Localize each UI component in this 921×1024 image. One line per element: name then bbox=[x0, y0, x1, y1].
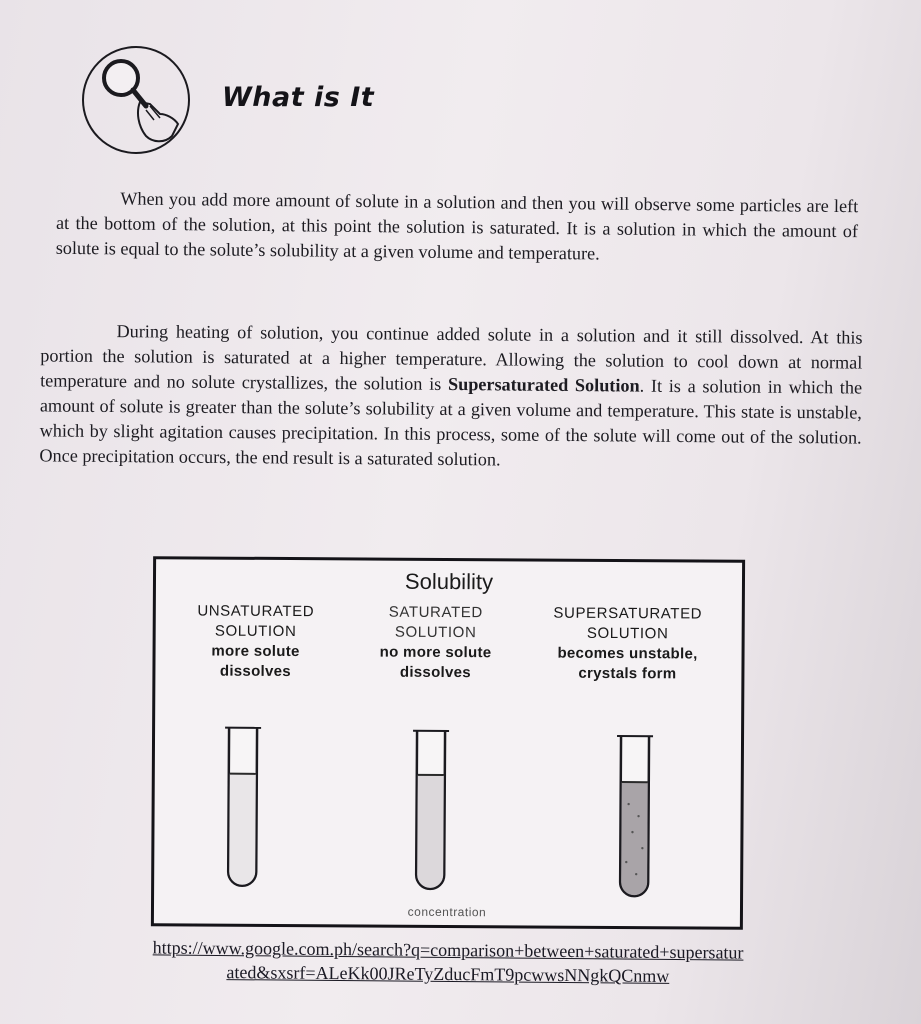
column-name-line2: SOLUTION bbox=[394, 623, 477, 642]
paragraph-supersaturated bbox=[39, 318, 862, 475]
column-name-line2: SOLUTION bbox=[586, 624, 669, 643]
column-name-line1: UNSATURATED bbox=[197, 602, 315, 621]
paragraph-supersaturated-text-1: During heating of solution, you continue added solute in a solution and it still dissolved. At this portion the solution is saturated at a higher temperature. Allowing the solution to cool down at normal temperature and no solute crystallizes, the solution is bbox=[40, 321, 863, 394]
unsaturated-tube bbox=[224, 728, 261, 886]
column-desc-line2: dissolves bbox=[399, 663, 472, 682]
column-desc-line1: becomes unstable, bbox=[557, 644, 698, 663]
source-link[interactable] bbox=[18, 934, 878, 990]
paragraph-saturated-text: When you add more amount of solute in a solution and then you will observe some particles are left at the bottom of the solution, at this point the solution is saturated. It is a solution in which the amount of solute is equal to the solute’s solubility at a given volume and temperature. bbox=[55, 188, 859, 264]
supersaturated-term: Supersaturated Solution bbox=[447, 373, 640, 396]
figure-title: Solubility bbox=[404, 568, 494, 595]
test-tubes bbox=[154, 709, 741, 903]
paragraph-saturated bbox=[56, 186, 859, 269]
saturated-column bbox=[355, 602, 515, 683]
supersaturated-tube bbox=[616, 736, 653, 896]
paragraph-supersaturated-text-2: . It is a solution in which the amount of solute is greater than the solute’s solubility at a given volume and temperature. This state is unstable, which by slight agitation causes precipitation. In this process, some of the solute will come out of the solution. Once precipitation occurs, the end result is a saturated solution. bbox=[39, 375, 863, 470]
magnifier-icon bbox=[80, 44, 192, 156]
supersaturated-column bbox=[527, 603, 727, 684]
solubility-figure bbox=[151, 556, 745, 930]
saturated-tube bbox=[412, 731, 449, 889]
column-desc-line1: no more solute bbox=[379, 643, 492, 662]
unsaturated-column bbox=[175, 601, 335, 682]
axis-label: concentration bbox=[407, 904, 487, 920]
column-desc-line2: crystals form bbox=[578, 664, 677, 683]
column-desc-line2: dissolves bbox=[219, 662, 292, 681]
section-title: What is It bbox=[222, 82, 375, 113]
column-name-line2: SOLUTION bbox=[214, 622, 297, 641]
column-name-line1: SUPERSATURATED bbox=[553, 604, 703, 623]
source-link-line2[interactable]: ated&sxsrf=ALeKk00JReTyZducFmT9pcwwsNNgkQCnmw bbox=[226, 962, 670, 986]
column-desc-line1: more solute bbox=[211, 642, 300, 661]
source-link-line1[interactable]: https://www.google.com.ph/search?q=comparison+between+saturated+supersatur bbox=[152, 937, 744, 963]
column-name-line1: SATURATED bbox=[388, 603, 483, 622]
